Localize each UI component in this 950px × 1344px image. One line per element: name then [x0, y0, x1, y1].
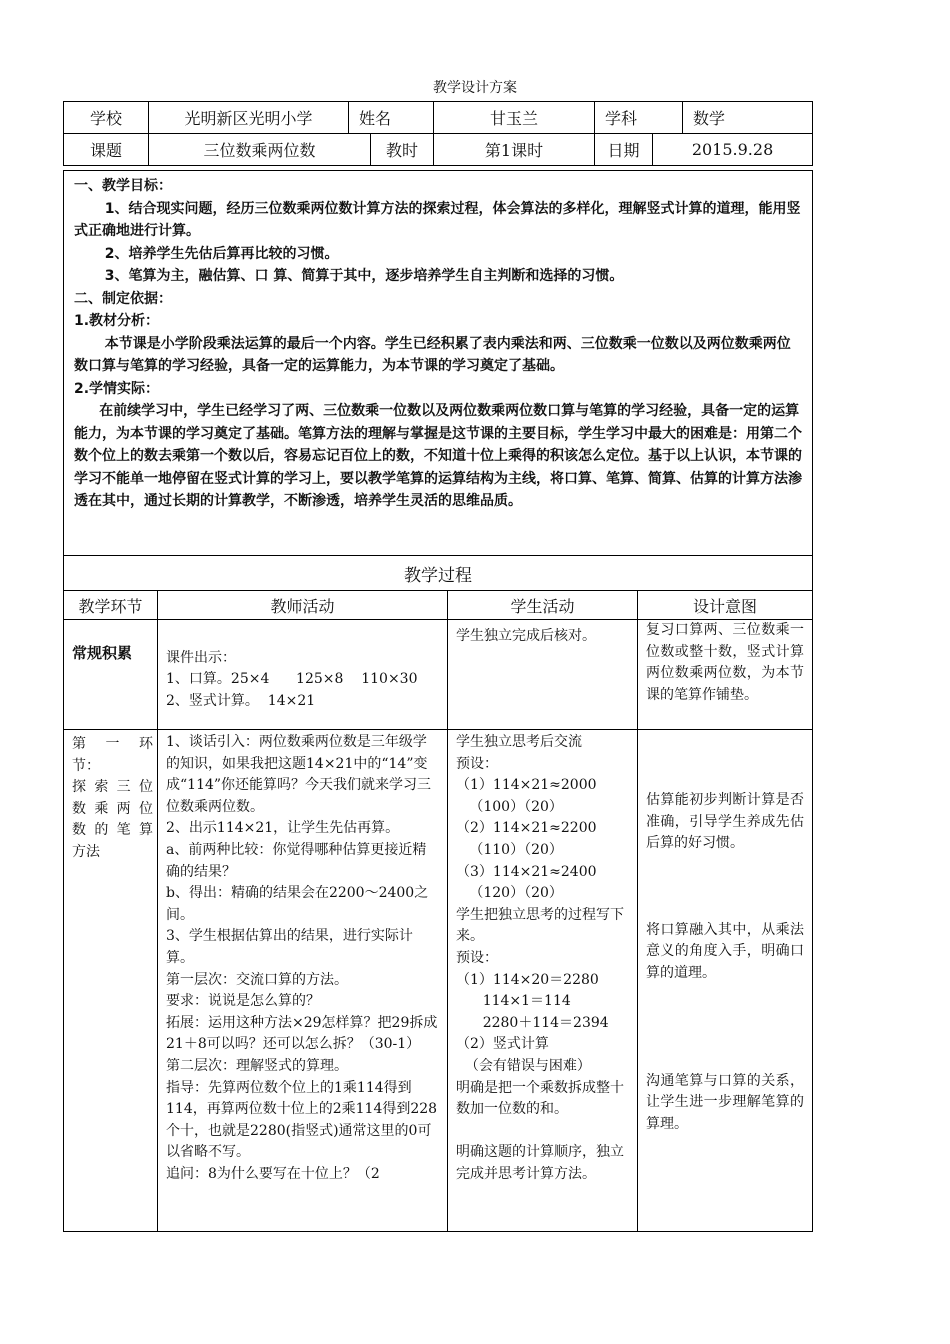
- date-value: 2015.9.28: [653, 134, 813, 166]
- student-line: 明确是把一个乘数拆成整十数加一位数的和。: [456, 1079, 624, 1118]
- student-line: （120）（20）: [456, 885, 563, 902]
- student-line: （1）114×21≈2000: [456, 777, 597, 794]
- teacher-line: 第二层次：理解竖式的算理。: [166, 1057, 348, 1074]
- topic-value: 三位数乘两位数: [149, 134, 371, 166]
- student-line: 2280＋114＝2394: [456, 1014, 609, 1031]
- stage-line: 方法: [72, 843, 100, 860]
- teacher-line: 2、竖式计算。 14×21: [166, 692, 316, 709]
- school-value: 光明新区光明小学: [149, 102, 349, 134]
- stage-line: 节：: [72, 757, 100, 774]
- stage-line: 探索三位: [72, 779, 153, 796]
- student-line: （110）（20）: [456, 841, 563, 858]
- student-text: 在前续学习中，学生已经学习了两、三位数乘一位数以及两位数乘两位数口算与笔算的学习经验，具备一定的运算能力，为本节课的学习奠定了基础。笔算方法的理解与掌握是这节课的主要目标，学生学习中最大的困难是：用第二个数个位上的数去乘第一个数以后，容易忘记百位上的数，不知道十位上乘得的积该怎么定位。基于以上认识，本节课的学习不能单一地停留在竖式计算的学习上，要以教学笔算的运算结构为主线，将口算、笔算、简算、估算的计算方法渗透在其中，通过长期的计算教学，不断渗透，培养学生灵活的思维品质。: [74, 403, 802, 509]
- student-activity-explore: [448, 730, 638, 1232]
- header-intent: 设计意图: [638, 591, 813, 620]
- subject-label: 学科: [595, 102, 683, 134]
- student-line: （2）114×21≈2200: [456, 820, 597, 837]
- teacher-line: 1、口算。25×4 125×8 110×30: [166, 671, 418, 688]
- header-teacher: 教师活动: [158, 591, 448, 620]
- teacher-line: 要求：说说是怎么算的？: [166, 993, 320, 1010]
- teacher-line: 指导：先算两位数个位上的1乘114得到114，再算两位数十位上的2乘114得到228个十，也就是2280(指竖式)通常这里的0可以省略不写。: [166, 1079, 438, 1161]
- school-label: 学校: [64, 102, 149, 134]
- teacher-activity-explore: [158, 730, 448, 1232]
- student-line: 学生把独立思考的过程写下来。: [456, 906, 624, 945]
- document-title: 教学设计方案: [433, 80, 517, 96]
- intent-text: 复习口算两、三位数乘一位数或整十数，竖式计算两位数乘两位数，为本节课的笔算作铺垫。: [646, 622, 804, 703]
- name-label: 姓名: [349, 102, 434, 134]
- period-label: 教时: [371, 134, 434, 166]
- spacer: [646, 985, 804, 1071]
- goal-item: 1、结合现实问题，经历三位数乘两位数计算方法的探索过程，体会算法的多样化，理解竖式计算的道理，能用竖式正确地进行计算。: [74, 200, 801, 239]
- header-stage: 教学环节: [64, 591, 158, 620]
- material-text: 本节课是小学阶段乘法运算的最后一个内容。学生已经积累了表内乘法和两、三位数乘一位数以及两位数乘两位数口算与笔算的学习经验，具备一定的运算能力，为本节课的学习奠定了基础。: [74, 335, 791, 374]
- intent-explore: [638, 730, 813, 1232]
- goals-heading: 一、教学目标：: [74, 178, 172, 194]
- teacher-line: b、得出：精确的结果会在2200～2400之间。: [166, 885, 429, 923]
- student-line: 114×1＝114: [456, 993, 571, 1010]
- spacer: [456, 1121, 629, 1143]
- spacer: [166, 626, 439, 648]
- student-line: （1）114×20＝2280: [456, 971, 599, 988]
- process-title: 教学过程: [64, 556, 813, 591]
- student-line: 明确这题的计算顺序，独立完成并思考计算方法。: [456, 1144, 624, 1182]
- student-line: （3）114×21≈2400: [456, 863, 597, 880]
- student-line: （2）竖式计算: [456, 1036, 549, 1053]
- info-table: [63, 101, 813, 166]
- spacer: [646, 730, 804, 790]
- teacher-line: 3、学生根据估算出的结果，进行实际计算。: [166, 928, 413, 966]
- stage-routine: 常规积累: [64, 620, 158, 730]
- intent-text: 估算能初步判断计算是否准确，引导学生养成先估后算的好习惯。: [646, 792, 804, 852]
- goal-item: 3、笔算为主，融估算、口 算、简算于其中，逐步培养学生自主判断和选择的习惯。: [104, 268, 624, 284]
- date-label: 日期: [595, 134, 653, 166]
- teacher-line: a、前两种比较：你觉得哪种估算更接近精确的结果？: [166, 841, 427, 880]
- student-line: （会有错误与困难）: [456, 1057, 591, 1074]
- student-heading: 2.学情实际：: [74, 380, 160, 397]
- stage-line: 数的笔算: [72, 822, 153, 839]
- student-line: 学生独立思考后交流: [456, 734, 582, 750]
- stage-line: 第 一 环: [72, 736, 153, 752]
- teacher-line: 第一层次：交流口算的方法。: [166, 971, 348, 988]
- name-value: 甘玉兰: [434, 102, 595, 134]
- subject-value: 数学: [683, 102, 813, 134]
- stage-line: 数乘两位: [72, 800, 153, 817]
- student-line: 学生独立完成后核对。: [456, 628, 596, 644]
- spacer: [646, 855, 804, 920]
- header-student: 学生活动: [448, 591, 638, 620]
- plan-table: [63, 170, 813, 1232]
- topic-label: 课题: [64, 134, 149, 166]
- period-value: 第1课时: [434, 134, 595, 166]
- student-line: （100）（20）: [456, 798, 563, 815]
- goal-item: 2、培养学生先估后算再比较的习惯。: [104, 245, 339, 262]
- basis-heading: 二、制定依据：: [74, 290, 172, 307]
- teacher-line: 拓展：运用这种方法×29怎样算？把29拆成21＋8可以吗？还可以怎么拆？（30-1）: [166, 1014, 438, 1053]
- stage-explore: [64, 730, 158, 1232]
- student-line: 预设：: [456, 755, 498, 772]
- goals-section: [64, 171, 812, 519]
- intent-routine: [638, 620, 813, 730]
- material-heading: 1.教材分析：: [74, 313, 160, 329]
- teacher-line: 2、出示114×21，让学生先估再算。: [166, 820, 400, 837]
- teacher-activity-routine: [158, 620, 448, 730]
- student-line: 预设：: [456, 949, 498, 966]
- intent-text: 沟通笔算与口算的关系，让学生进一步理解笔算的算理。: [646, 1072, 804, 1132]
- teacher-line: 课件出示：: [166, 649, 236, 666]
- teacher-line: 1、谈话引入：两位数乘两位数是三年级学的知识，如果我把这题14×21中的“14”变成“114”你还能算吗？今天我们就来学习三位数乘两位数。: [166, 734, 432, 815]
- intent-text: 将口算融入其中，从乘法意义的角度入手，明确口算的道理。: [646, 921, 804, 981]
- student-activity-routine: [448, 620, 638, 730]
- teacher-line: 追问：8为什么要写在十位上？（2: [166, 1165, 380, 1182]
